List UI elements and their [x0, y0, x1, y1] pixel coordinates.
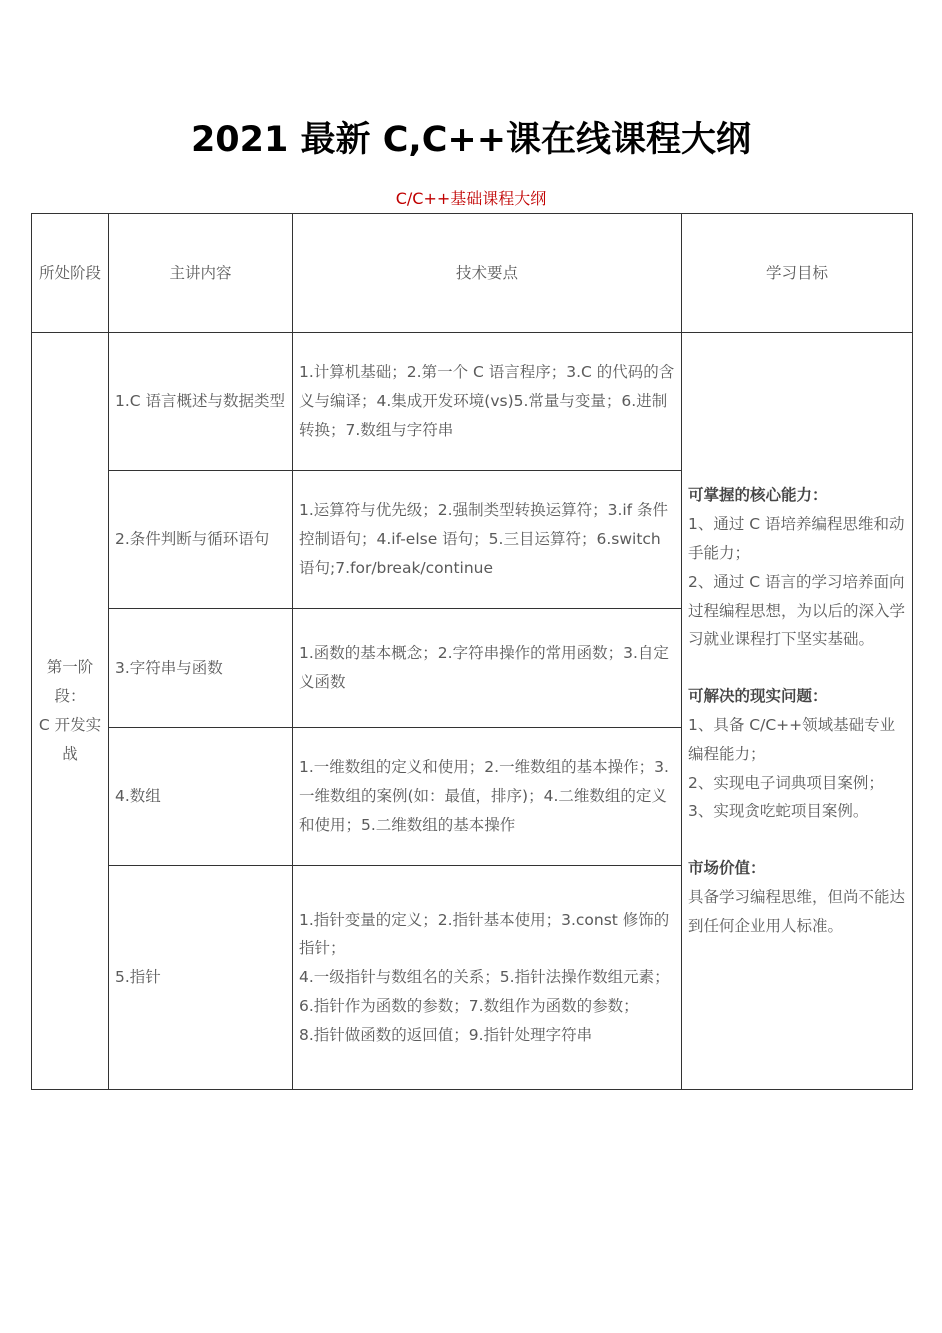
course-outline-table — [31, 213, 913, 1090]
content-cell: 3.字符串与函数 — [109, 609, 293, 728]
stage-name: C 开发实战 — [38, 716, 102, 763]
content-cell: 4.数组 — [109, 728, 293, 866]
header-content: 主讲内容 — [109, 214, 293, 333]
header-stage: 所处阶段 — [32, 214, 109, 333]
real-problem-item: 3、实现贪吃蛇项目案例。 — [688, 802, 869, 821]
points-cell: 1.运算符与优先级；2.强制类型转换运算符；3.if 条件控制语句；4.if-else 语句；5.三目运算符；6.switch 语句;7.for/break/continue — [293, 471, 682, 609]
core-abilities-heading: 可掌握的核心能力： — [688, 486, 828, 505]
stage-cell — [32, 333, 109, 1090]
core-ability-item: 1、通过 C 语培养编程思维和动手能力； — [688, 515, 905, 563]
content-cell: 2.条件判断与循环语句 — [109, 471, 293, 609]
points-cell: 1.函数的基本概念；2.字符串操作的常用函数；3.自定义函数 — [293, 609, 682, 728]
table-row — [32, 333, 913, 471]
table-caption: C/C++基础课程大纲 — [395, 189, 547, 208]
real-problem-item: 1、具备 C/C++领域基础专业编程能力； — [688, 716, 896, 763]
points-cell: 1.一维数组的定义和使用；2.一维数组的基本操作；3.一维数组的案例(如：最值，排序)；4.二维数组的定义和使用；5.二维数组的基本操作 — [293, 728, 682, 866]
goals-cell — [682, 333, 913, 1090]
content-cell: 1.C 语言概述与数据类型 — [109, 333, 293, 471]
real-problems-heading: 可解决的现实问题： — [688, 687, 828, 706]
content-cell: 5.指针 — [109, 866, 293, 1090]
real-problem-item: 2、实现电子词典项目案例； — [688, 773, 884, 792]
header-points: 技术要点 — [293, 214, 682, 333]
point-line: 8.指针做函数的返回值；9.指针处理字符串 — [299, 1025, 593, 1044]
point-line: 1.指针变量的定义；2.指针基本使用；3.const 修饰的指针； — [299, 910, 670, 958]
header-goals: 学习目标 — [682, 214, 913, 333]
core-ability-item: 2、通过 C 语言的学习培养面向过程编程思想，为以后的深入学习就业课程打下坚实基础。 — [688, 572, 906, 649]
stage-label: 第一阶段： — [46, 658, 94, 706]
page-title: 2021 最新 C,C++课在线课程大纲 — [190, 120, 752, 160]
point-line: 6.指针作为函数的参数；7.数组作为函数的参数； — [299, 996, 639, 1015]
header-row — [32, 214, 913, 333]
points-cell: 1.计算机基础；2.第一个 C 语言程序；3.C 的代码的含义与编译；4.集成开发环境(vs)5.常量与变量；6.进制转换；7.数组与字符串 — [293, 333, 682, 471]
market-value-heading: 市场价值： — [688, 859, 766, 878]
market-value-text: 具备学习编程思维，但尚不能达到任何企业用人标准。 — [688, 887, 906, 935]
points-cell — [293, 866, 682, 1090]
point-line: 4.一级指针与数组名的关系；5.指针法操作数组元素； — [299, 968, 670, 987]
